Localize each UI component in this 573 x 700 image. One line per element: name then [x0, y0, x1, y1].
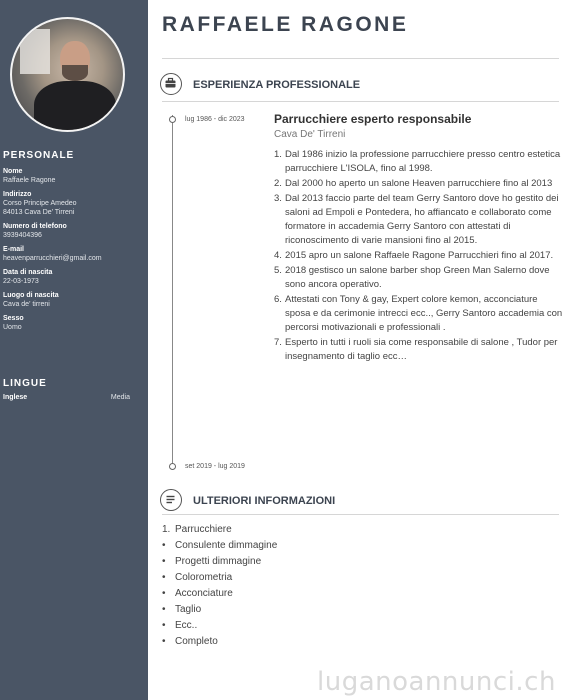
email-label: E-mail — [3, 246, 25, 253]
info-divider — [162, 514, 559, 515]
candidate-name: RAFFAELE RAGONE — [162, 13, 409, 36]
address-label: Indirizzo — [3, 191, 32, 198]
experience-divider — [162, 101, 559, 102]
watermark: luganoannunci.ch — [317, 667, 556, 697]
date-range-start: lug 1986 - dic 2023 — [185, 116, 245, 123]
list-item: • Consulente dimmagine — [162, 540, 278, 551]
sidebar — [0, 0, 148, 700]
job-place: Cava De' Tirreni — [274, 129, 346, 140]
list-item: 1. Dal 1986 inizio la professione parrucchiere presso centro estetica parrucchiere L'ISOLA, fino al 1998. — [274, 149, 561, 174]
job-title: Parrucchiere esperto responsabile — [274, 112, 472, 126]
list-item: 7. Esperto in tutti i ruoli sia come responsabile di salone , Tudor per insegnamento di taglio ecc… — [274, 337, 558, 362]
timeline-dot-start — [169, 116, 176, 123]
language-name: Inglese — [3, 394, 28, 401]
gender-label: Sesso — [3, 315, 24, 322]
list-item: 3. Dal 2013 faccio parte del team Gerry Santoro dove ho gestito dei saloni ad Empoli e Pontedera, ho affiancato e collaborato come formatore in accademia Gerry Santoro con attestati di riconoscimento di varie mansioni fino al 2015. — [274, 193, 559, 246]
list-item: • Colorometria — [162, 572, 233, 583]
language-row — [3, 394, 145, 401]
languages-section — [3, 378, 145, 401]
list-item: • Progetti dimmagine — [162, 556, 262, 567]
gender-value: Uomo — [3, 324, 22, 331]
birthplace-value: Cava de' tirreni — [3, 301, 50, 308]
date-range-end: set 2019 - lug 2019 — [185, 463, 245, 470]
name-label: Nome — [3, 168, 23, 175]
personal-title: PERSONALE — [3, 150, 75, 161]
birthdate-value: 22-03-1973 — [3, 278, 39, 285]
phone-label: Numero di telefono — [3, 223, 67, 230]
timeline-line — [172, 115, 173, 467]
personal-section — [3, 150, 145, 332]
birthdate-label: Data di nascita — [3, 269, 53, 276]
phone-value: 3939404396 — [3, 232, 42, 239]
list-item: 5. 2018 gestisco un salone barber shop Green Man Salerno dove sono ancora operativo. — [274, 265, 550, 290]
list-item: 6. Attestati con Tony & gay, Expert colore kemon, acconciature sposa e da cerimonie intrecci ecc.., Gerry Santoro accademia con percorsi motivazionali e professionali . — [274, 294, 563, 333]
profile-photo — [10, 17, 125, 132]
list-item: 1. Parrucchiere — [162, 524, 232, 535]
email-value: heavenparrucchieri@gmail.com — [3, 255, 102, 262]
address-city-value: 84013 Cava De' Tirreni — [3, 209, 75, 216]
photo-background-frame — [20, 29, 50, 74]
document-lines-icon — [160, 489, 182, 511]
language-level: Media — [110, 394, 130, 401]
experience-title: ESPERIENZA PROFESSIONALE — [193, 79, 361, 91]
list-item: • Acconciature — [162, 588, 233, 599]
photo-beard — [62, 65, 88, 81]
list-item: • Completo — [162, 636, 218, 647]
photo-shirt — [34, 81, 116, 132]
languages-title: LINGUE — [3, 378, 47, 389]
timeline-dot-end — [169, 463, 176, 470]
birthplace-label: Luogo di nascita — [3, 292, 59, 299]
briefcase-icon — [160, 73, 182, 95]
list-item: • Taglio — [162, 604, 202, 615]
list-item: 4. 2015 apro un salone Raffaele Ragone Parrucchieri fino al 2017. — [274, 250, 554, 261]
list-item: 2. Dal 2000 ho aperto un salone Heaven parrucchiere fino al 2013 — [274, 178, 553, 189]
list-item: • Ecc.. — [162, 620, 198, 631]
experience-list — [274, 148, 564, 365]
info-title: ULTERIORI INFORMAZIONI — [193, 495, 336, 507]
info-list — [162, 522, 277, 650]
name-divider — [162, 58, 559, 59]
name-value: Raffaele Ragone — [3, 177, 56, 184]
address-value: Corso Principe Amedeo — [3, 200, 77, 207]
